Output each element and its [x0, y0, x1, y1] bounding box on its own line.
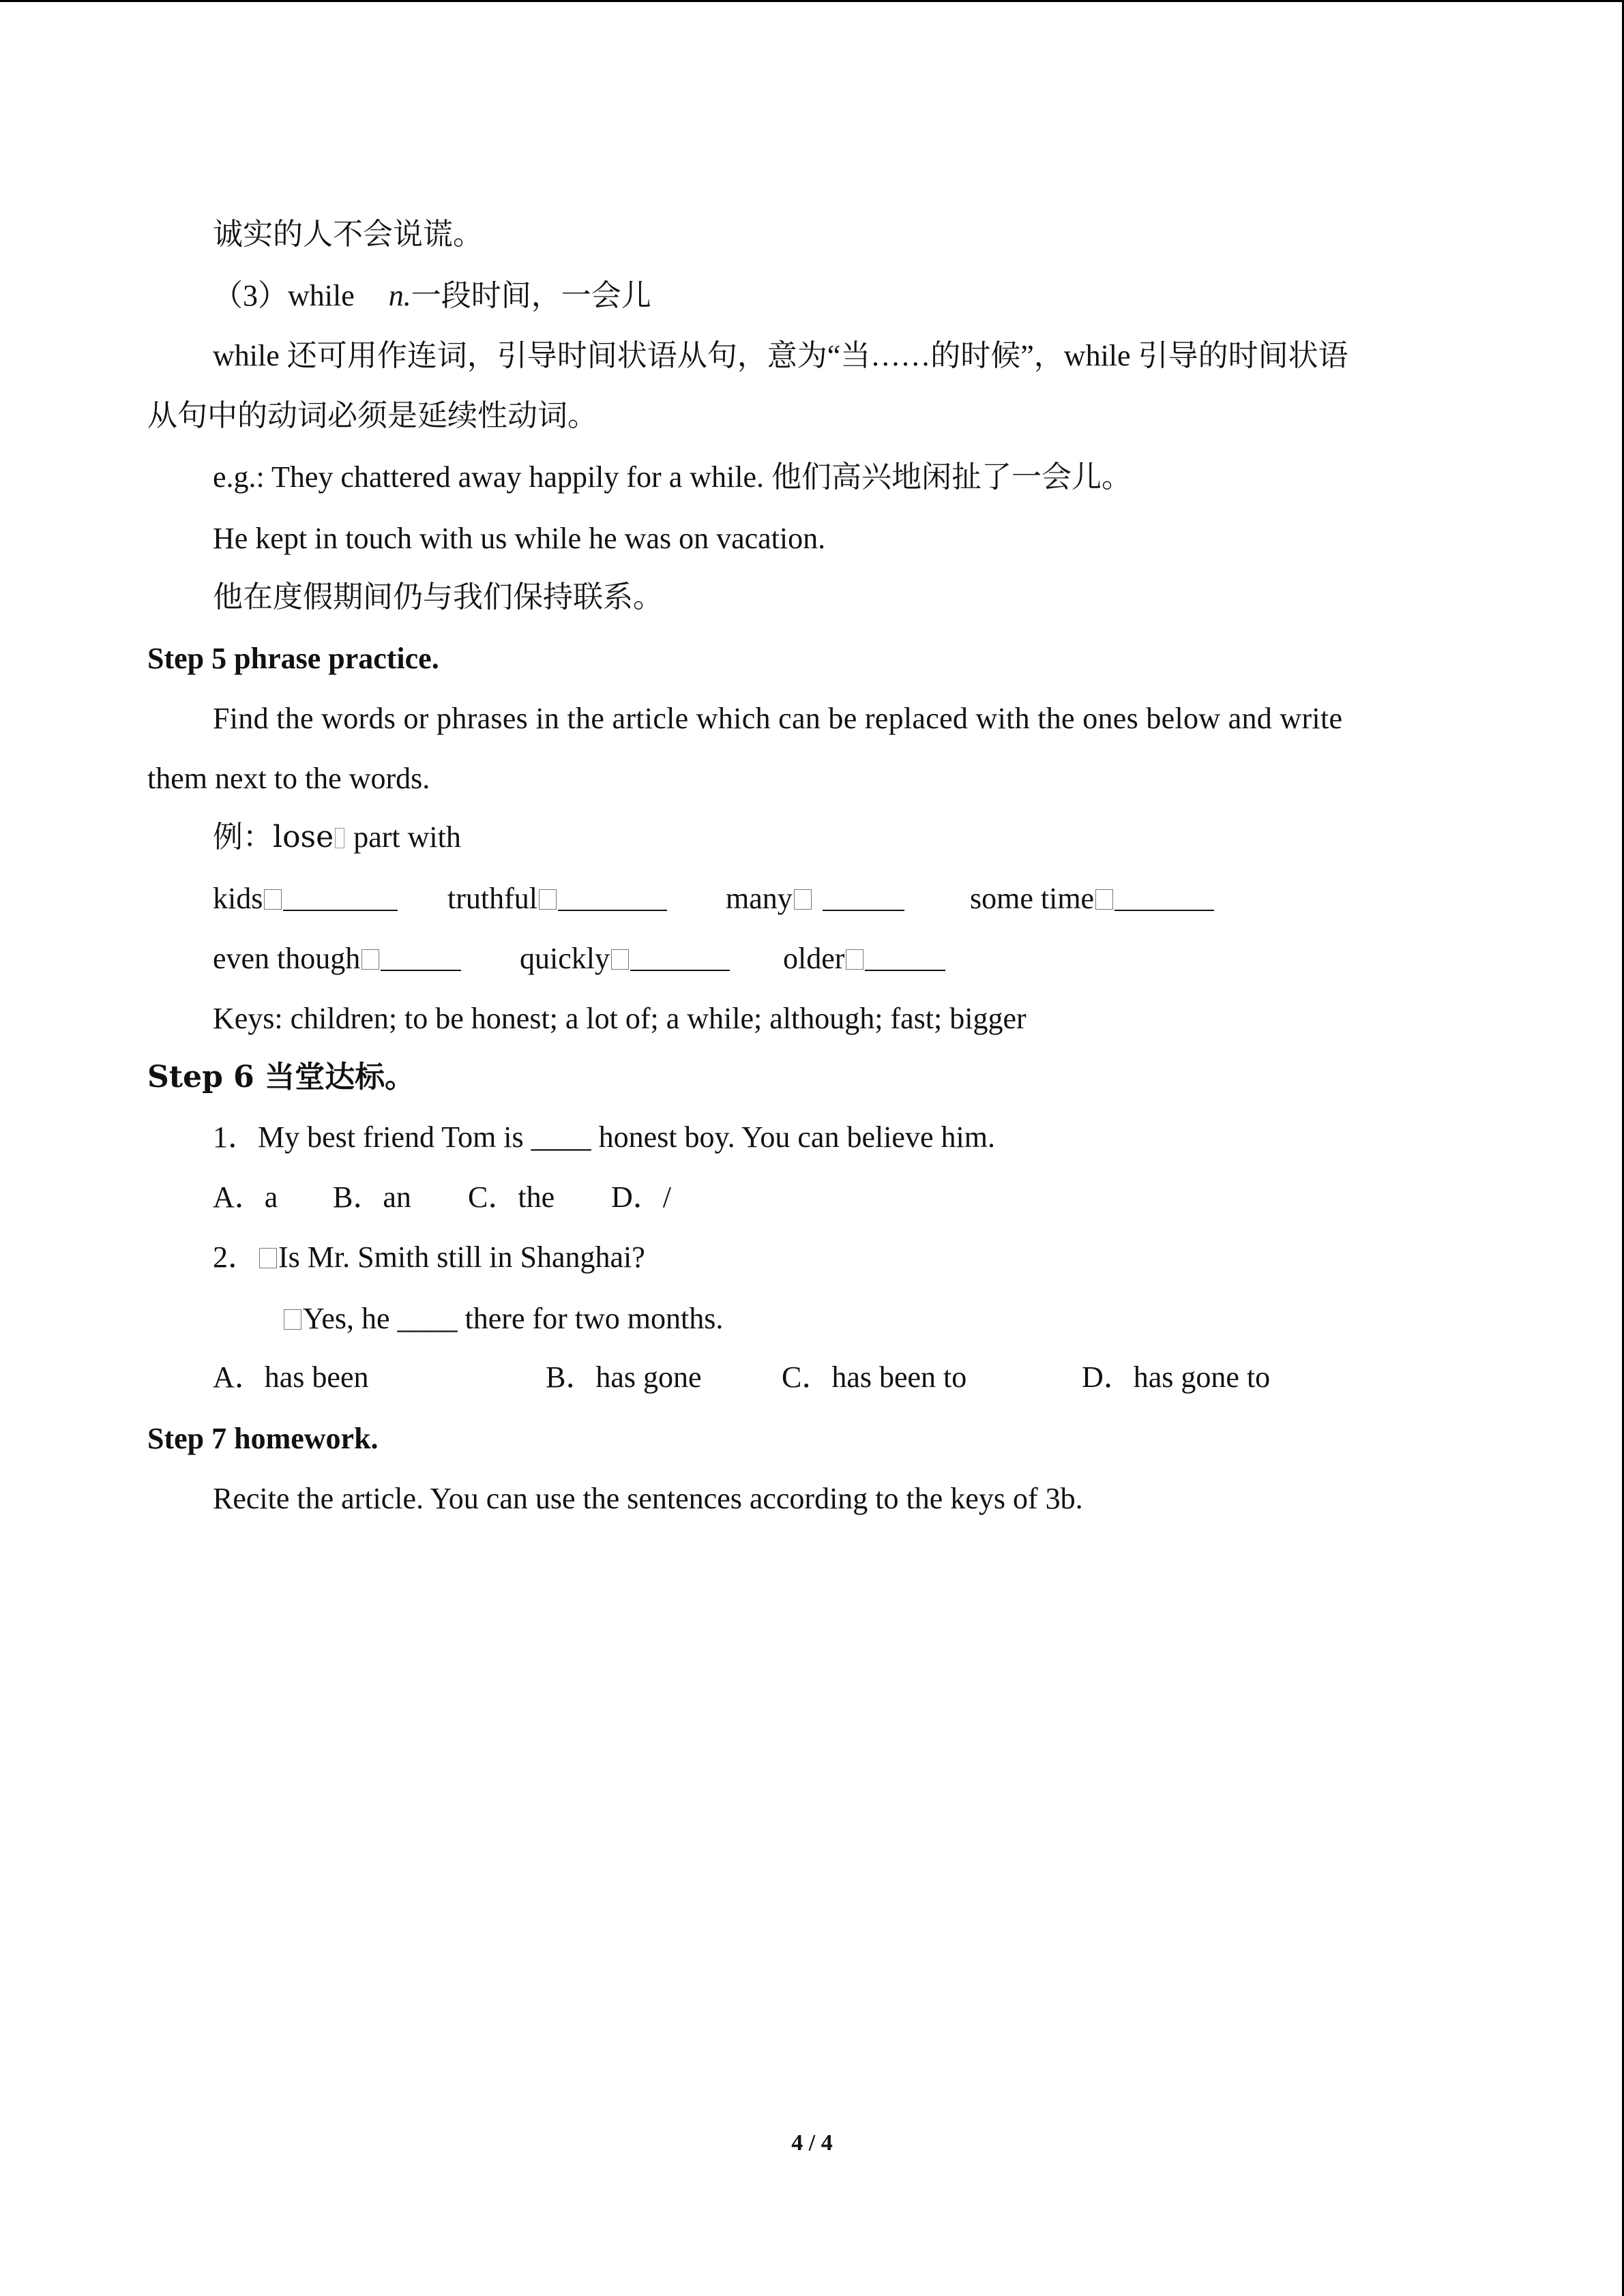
q1-option-c[interactable]: C．the	[468, 1180, 555, 1214]
answer-blank[interactable]	[823, 886, 904, 911]
text-line-example-2-cn: 他在度假期间仍与我们保持联系。	[213, 580, 663, 614]
q2-number: 2．	[213, 1240, 258, 1274]
q1-option-b[interactable]: B．an	[333, 1180, 411, 1214]
blank-item-kids	[213, 878, 398, 919]
step5-instructions-cont: them next to the words.	[147, 762, 430, 795]
blank-item-even-though	[213, 938, 461, 979]
blank-item-label: even though	[213, 942, 361, 975]
q2-option-c[interactable]: C．has been to	[782, 1360, 967, 1394]
dialogue-dash-box	[259, 1248, 277, 1268]
answer-box	[361, 949, 379, 970]
step7-heading: Step 7 homework.	[147, 1422, 379, 1455]
blank-item-label: some time	[970, 882, 1095, 915]
example-box	[335, 828, 344, 848]
blank-item-older	[783, 938, 945, 979]
blank-item-label: quickly	[520, 942, 610, 975]
answer-box	[1095, 889, 1113, 910]
dialogue-dash-box	[284, 1309, 301, 1330]
answer-box	[539, 889, 557, 910]
q2-reply: Yes, he ____ there for two months.	[303, 1302, 724, 1335]
step5-example	[213, 817, 461, 858]
answer-blank[interactable]	[1114, 886, 1214, 911]
example-label: 例：lose	[213, 820, 334, 854]
answer-blank[interactable]	[381, 946, 461, 971]
question-2-reply	[282, 1298, 723, 1339]
answer-blank[interactable]	[283, 886, 398, 911]
q2-option-d[interactable]: D．has gone to	[1082, 1360, 1271, 1394]
blank-item-truthful	[447, 878, 667, 919]
answer-box	[846, 949, 863, 970]
text-line-example-2: He kept in touch with us while he was on vacation.	[213, 522, 826, 555]
step7-text: Recite the article. You can use the sentences according to the keys of 3b.	[213, 1482, 1083, 1515]
answer-box	[264, 889, 282, 910]
step5-heading: Step 5 phrase practice.	[147, 642, 439, 675]
blank-item-quickly	[520, 938, 730, 979]
text-line-while-usage: while 还可用作连词，引导时间状语从句，意为“当……的时候”，while 引导的时间状语	[213, 339, 1348, 372]
answer-box	[611, 949, 629, 970]
blank-item-label: kids	[213, 882, 263, 915]
text-line-while-usage-cont: 从句中的动词必须是延续性动词。	[147, 399, 597, 432]
blank-item-label: truthful	[447, 882, 537, 915]
while-pos: n.	[388, 279, 411, 312]
question-1: 1．My best friend Tom is ____ honest boy. You can believe him.	[213, 1120, 995, 1154]
example-answer: part with	[346, 820, 461, 854]
page-number: 4 / 4	[791, 2130, 833, 2156]
while-definition: 一段时间，一会儿	[411, 278, 651, 313]
blank-item-label: many	[726, 882, 793, 915]
while-number: （3）while	[213, 279, 355, 312]
text-line-honest: 诚实的人不会说谎。	[213, 217, 483, 252]
answer-blank[interactable]	[558, 886, 667, 911]
step6-heading: Step 6 当堂达标。	[147, 1060, 415, 1094]
step5-instructions: Find the words or phrases in the article which can be replaced with the ones below and write	[213, 702, 1343, 735]
blank-item-many	[726, 878, 904, 919]
step5-keys: Keys: children; to be honest; a lot of; a while; although; fast; bigger	[213, 1002, 1027, 1035]
answer-blank[interactable]	[630, 946, 730, 971]
answer-blank[interactable]	[865, 946, 945, 971]
q2-option-a[interactable]: A．has been	[213, 1360, 369, 1394]
text-line-example: e.g.: They chattered away happily for a while. 他们高兴地闲扯了一会儿。	[213, 460, 1132, 494]
q2-text: Is Mr. Smith still in Shanghai?	[278, 1240, 645, 1274]
q2-option-b[interactable]: B．has gone	[546, 1360, 702, 1394]
blank-item-label: older	[783, 942, 845, 975]
q1-option-a[interactable]: A．a	[213, 1180, 278, 1214]
text-line-while-heading	[213, 275, 651, 316]
question-2	[213, 1237, 645, 1278]
blank-item-some-time	[970, 878, 1214, 919]
page-top-border	[0, 0, 1624, 2]
q1-option-d[interactable]: D．/	[611, 1180, 671, 1214]
answer-box	[794, 889, 812, 910]
